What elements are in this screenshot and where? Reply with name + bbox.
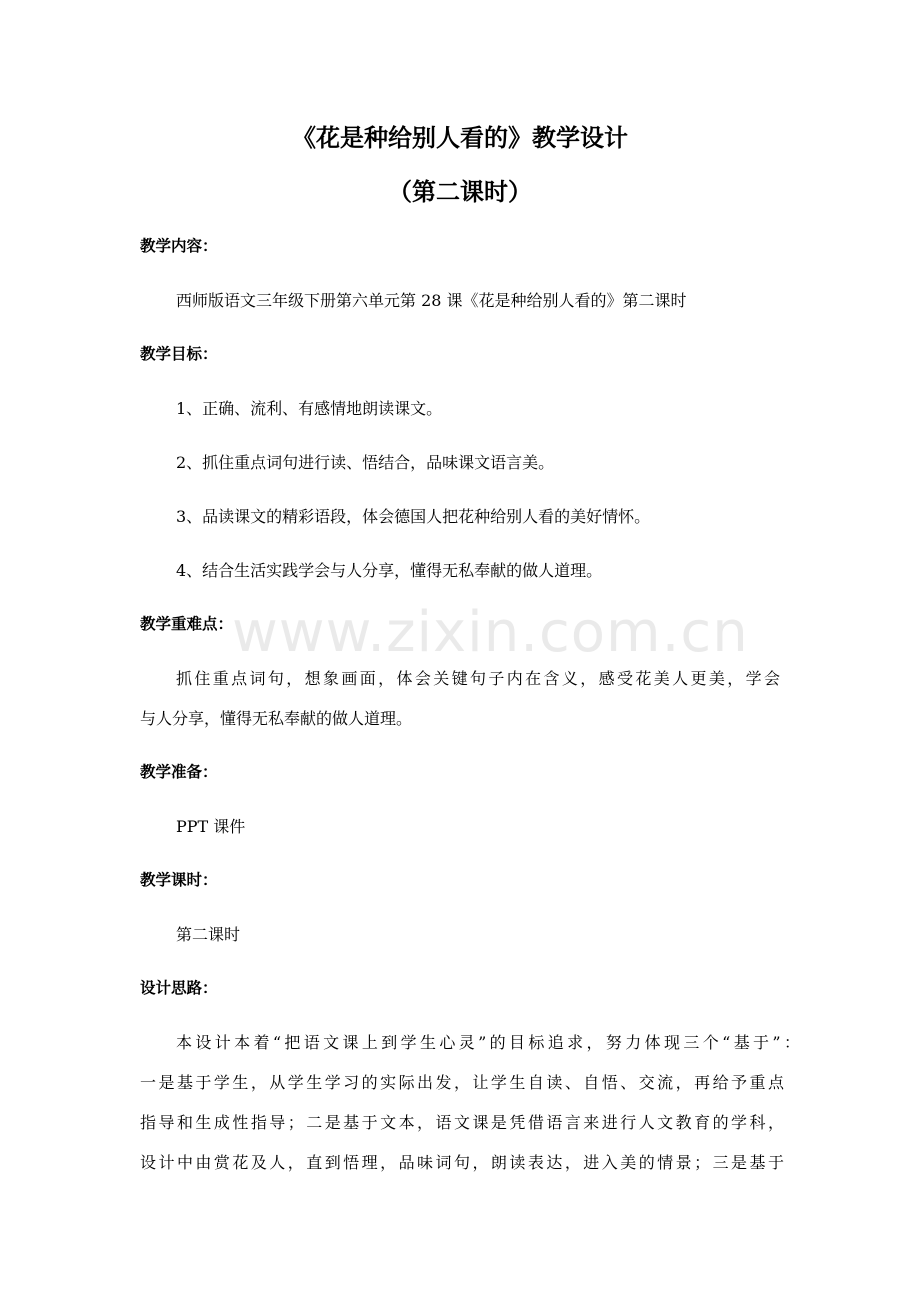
key-points-line: 与人分享，懂得无私奉献的做人道理。 [140, 709, 413, 728]
content-text: 西师版语文三年级下册第六单元第 28 课《花是种给别人看的》第二课时 [176, 291, 687, 310]
goals-heading: 教学目标： [140, 345, 218, 363]
period-heading: 教学课时： [140, 871, 218, 889]
key-points-heading: 教学重难点： [140, 615, 234, 633]
content-heading: 教学内容： [140, 237, 218, 255]
goal-item: 1、正确、流利、有感情地朗读课文。 [176, 399, 443, 418]
goal-item: 2、抓住重点词句进行读、悟结合，品味课文语言美。 [176, 453, 555, 472]
period-text: 第二课时 [176, 925, 241, 944]
design-line: 指导和生成性指导；二是基于文本，语文课是凭借语言来进行人文教育的学科， [140, 1113, 784, 1132]
design-line: 设计中由赏花及人，直到悟理，品味词句，朗读表达，进入美的情景；三是基于 [140, 1153, 784, 1172]
document-title: 《花是种给别人看的》教学设计 [292, 124, 628, 152]
document-subtitle: （第二课时） [388, 178, 532, 206]
goal-item: 4、结合生活实践学会与人分享，懂得无私奉献的做人道理。 [176, 561, 603, 580]
design-heading: 设计思路： [140, 979, 218, 997]
preparation-heading: 教学准备： [140, 763, 218, 781]
goal-item: 3、品读课文的精彩语段，体会德国人把花种给别人看的美好情怀。 [176, 507, 651, 526]
watermark: www.zixin.com.cn [232, 600, 749, 665]
key-points-line: 抓住重点词句，想象画面，体会关键句子内在含义，感受花美人更美，学会 [176, 669, 780, 688]
preparation-text: PPT 课件 [176, 817, 246, 836]
design-line: 一是基于学生，从学生学习的实际出发，让学生自读、自悟、交流，再给予重点 [140, 1073, 784, 1092]
design-line: 本设计本着“把语文课上到学生心灵”的目标追求，努力体现三个“基于”： [176, 1033, 800, 1052]
